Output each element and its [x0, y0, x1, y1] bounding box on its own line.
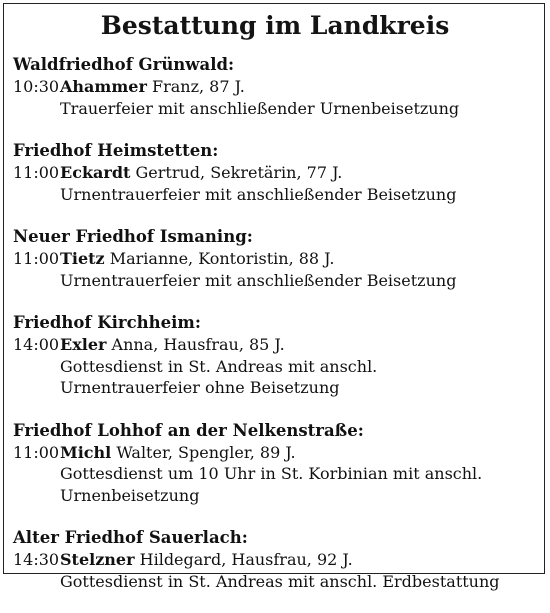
- cemetery-name: Friedhof Lohhof an der Nelkenstraße:: [13, 420, 364, 440]
- entry-body: [60, 334, 543, 399]
- deceased: [60, 550, 353, 569]
- funeral-entry: [13, 226, 543, 291]
- deceased-details: Marianne, Kontoristin, 88 J.: [109, 249, 335, 268]
- funeral-time: 11:00: [13, 163, 60, 182]
- funeral-time: 14:30: [13, 550, 60, 569]
- ceremony-details: Gottesdienst in St. Andreas mit anschl. Urnentrauerfeier ohne Beisetzung: [60, 356, 378, 397]
- cemetery-name: Waldfriedhof Grünwald:: [13, 55, 235, 74]
- funeral-entry: [13, 312, 543, 399]
- ceremony-details: Trauerfeier mit anschließender Urnenbeisetzung: [60, 98, 460, 118]
- entry-body: [60, 248, 543, 291]
- entry-body: [60, 442, 543, 507]
- deceased: [60, 163, 342, 182]
- deceased-surname: Ahammer: [60, 77, 147, 96]
- cemetery-name: Alter Friedhof Sauerlach:: [13, 528, 248, 547]
- deceased-details: Anna, Hausfrau, 85 J.: [111, 335, 285, 354]
- page-title: Bestattung im Landkreis: [100, 11, 450, 40]
- entry-body: [60, 76, 543, 119]
- deceased-surname: Michl: [60, 442, 112, 462]
- funeral-time: 11:00: [13, 249, 60, 268]
- ceremony-details: Gottesdienst um 10 Uhr in St. Korbinian mit anschl. Urnenbeisetzung: [60, 464, 483, 505]
- funeral-entry: [13, 54, 543, 119]
- deceased: [60, 335, 285, 354]
- funeral-list: [13, 54, 543, 613]
- entry-body: [60, 549, 543, 592]
- deceased: [60, 77, 245, 96]
- cemetery-name: Neuer Friedhof Ismaning:: [13, 227, 253, 246]
- deceased-details: Walter, Spengler, 89 J.: [116, 442, 296, 462]
- ceremony-details: Urnentrauerfeier mit anschließender Beisetzung: [60, 184, 457, 204]
- deceased-details: Franz, 87 J.: [151, 77, 245, 96]
- funeral-time: 11:00: [13, 442, 60, 462]
- funeral-entry: [13, 420, 543, 507]
- cemetery-name: Friedhof Heimstetten:: [13, 141, 219, 160]
- cemetery-name: Friedhof Kirchheim:: [13, 313, 201, 332]
- deceased-surname: Tietz: [60, 249, 105, 268]
- ceremony-details: Urnentrauerfeier mit anschließender Beisetzung: [60, 270, 457, 290]
- deceased: [60, 443, 296, 462]
- entry-row: [13, 442, 543, 507]
- deceased: [60, 249, 334, 268]
- funeral-time: 14:00: [13, 335, 60, 354]
- entry-row: [13, 334, 543, 399]
- entry-row: [13, 162, 543, 205]
- funeral-entry: [13, 140, 543, 205]
- entry-row: [13, 76, 543, 119]
- entry-row: [13, 549, 543, 592]
- entry-row: [13, 248, 543, 291]
- funeral-entry: [13, 527, 543, 592]
- deceased-details: Hildegard, Hausfrau, 92 J.: [139, 550, 353, 569]
- deceased-details: Gertrud, Sekretärin, 77 J.: [135, 163, 343, 182]
- ceremony-details: Gottesdienst in St. Andreas mit anschl. Erdbestattung: [60, 571, 500, 591]
- deceased-surname: Exler: [60, 335, 107, 354]
- deceased-surname: Eckardt: [60, 163, 131, 182]
- entry-body: [60, 162, 543, 205]
- deceased-surname: Stelzner: [60, 550, 135, 569]
- funeral-time: 10:30: [13, 77, 60, 96]
